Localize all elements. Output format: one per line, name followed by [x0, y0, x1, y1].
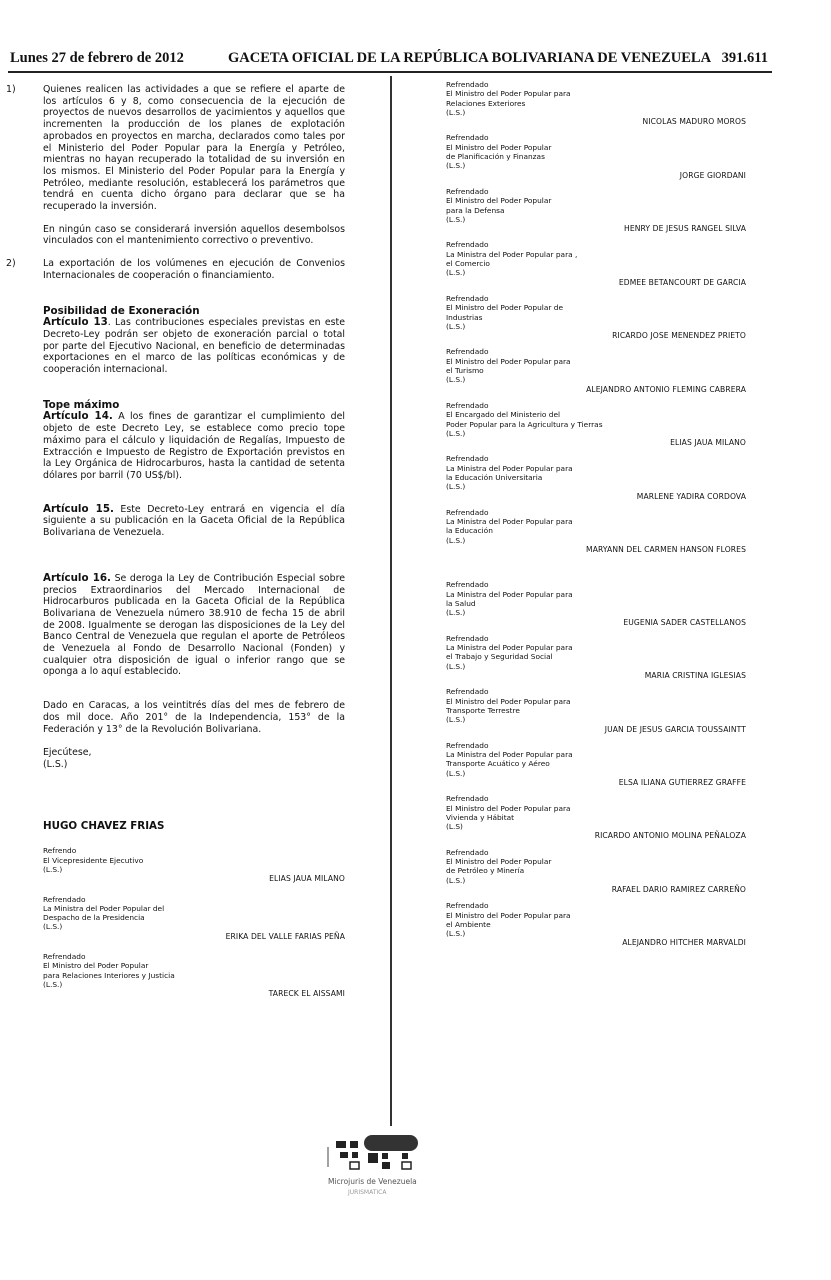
signature-line: el Comercio [446, 259, 490, 269]
signature-line: (L.S.) [446, 661, 466, 671]
signature-line: Refrendado [43, 952, 86, 962]
signatory-name: MARIA CRISTINA IGLESIAS [644, 671, 746, 681]
article-13 [43, 317, 345, 376]
header-rule [8, 71, 772, 73]
article-14-heading: Tope máximo [43, 398, 120, 411]
signature-line: La Ministra del Poder Popular para [446, 643, 573, 653]
signature-line: (L.S.) [446, 482, 466, 492]
signature-block [43, 895, 345, 941]
ejecutese: Ejecútese, [43, 747, 92, 759]
signature-line: La Ministra del Poder Popular para [446, 589, 573, 599]
signature-block [43, 952, 345, 998]
page-header [10, 50, 768, 72]
logo-caption: Microjuris de Venezuela [328, 1177, 417, 1186]
signature-line: (L.S.) [43, 979, 63, 989]
left-signature-list [43, 846, 345, 998]
signature-line: (L.S) [446, 822, 463, 832]
article-15 [43, 504, 345, 539]
article-label: Artículo 16. [43, 571, 111, 584]
logo-subcaption: JURISMATICA [348, 1189, 387, 1196]
signatory-name: ALEJANDRO HITCHER MARVALDI [622, 938, 746, 948]
signature-line: El Ministro del Poder Popular [446, 142, 552, 152]
signature-line: de Petróleo y Minería [446, 866, 525, 876]
signature-line: Vivienda y Hábitat [446, 812, 515, 822]
article-label: Artículo 13 [43, 316, 108, 329]
signature-line: la Educación [446, 526, 493, 536]
list-item-2 [6, 258, 345, 281]
logo-mark-icon [322, 1133, 422, 1179]
signatory-name: ELIAS JAUA MILANO [670, 438, 746, 448]
signature-line: Refrendado [446, 347, 489, 357]
article-label: Artículo 14. [43, 410, 113, 423]
signature-line: Refrendado [446, 740, 489, 750]
left-column [6, 84, 346, 999]
signature-line: Refrendado [43, 894, 86, 904]
signature-block [446, 687, 746, 733]
signature-line: Refrendado [446, 80, 489, 89]
signature-line: (L.S.) [43, 922, 63, 932]
list-item-note: En ningún caso se considerará inversión aquellos desembolsos vinculados con el mantenimiento correctivo o preventivo. [43, 223, 345, 247]
signature-line: El Ministro del Poder Popular [446, 196, 552, 206]
signature-line: Refrendado [446, 133, 489, 143]
signature-line: (L.S.) [43, 864, 63, 874]
signature-block [446, 508, 746, 554]
signatory-name: NICOLAS MADURO MOROS [642, 117, 746, 127]
signature-line: Refrendado [446, 794, 489, 804]
signature-line: El Ministro del Poder Popular para [446, 803, 571, 813]
right-signature-list [446, 80, 746, 948]
signature-line: (L.S.) [446, 929, 466, 939]
signature-line: Refrendado [446, 400, 489, 410]
signature-line: Relaciones Exteriores [446, 98, 526, 108]
signature-line: El Ministro del Poder Popular para [446, 910, 571, 920]
list-item-1 [6, 84, 345, 247]
signature-line: Refrendado [446, 580, 489, 590]
signature-line: Despacho de la Presidencia [43, 913, 145, 923]
signature-line: (L.S.) [446, 321, 466, 331]
signature-line: (L.S.) [446, 214, 466, 224]
article-label: Artículo 15. [43, 502, 114, 515]
signature-line: (L.S.) [446, 161, 466, 171]
signature-line: (L.S.) [446, 268, 466, 278]
signatory-name: MARYANN DEL CARMEN HANSON FLORES [586, 545, 746, 555]
signature-line: Refrendado [446, 901, 489, 911]
signature-line: (L.S.) [446, 375, 466, 385]
signature-line: para la Defensa [446, 205, 505, 215]
signature-block [446, 454, 746, 500]
signature-line: la Salud [446, 598, 476, 608]
article-text: . Las contribuciones especiales previstas en este Decreto-Ley podrán ser objeto de exoneración parcial o total por parte del Ejecutivo Nacional, en beneficio de determinadas exportaciones en el marco de las políticas económicas y de cooperación internacional. [43, 317, 346, 376]
signature-line: (L.S.) [446, 107, 466, 117]
signature-line: Transporte Acuático y Aéreo [446, 759, 550, 769]
signatory-name: JUAN DE JESUS GARCIA TOUSSAINTT [604, 724, 746, 734]
signature-line: Refrendado [446, 293, 489, 303]
signature-block [446, 901, 746, 947]
signature-line: para Relaciones Interiores y Justicia [43, 970, 175, 980]
signature-line: Refrendado [446, 186, 489, 196]
article-16 [43, 573, 345, 678]
signature-line: El Ministro del Poder Popular para [446, 356, 571, 366]
signatory-name: RICARDO JOSE MENENDEZ PRIETO [612, 331, 746, 341]
signatory-name: MARLENE YADIRA CORDOVA [636, 491, 746, 501]
signature-line: Refrendado [446, 507, 489, 517]
signature-line: Refrendado [446, 847, 489, 857]
signatory-name: ALEJANDRO ANTONIO FLEMING CABRERA [586, 384, 746, 394]
article-text: A los fines de garantizar el cumplimiento del objeto de este Decreto Ley, se establece como precio tope máximo para el cálculo y liquidación de Regalías, Impuesto de Extracción e Impuesto de Registro de Exportación previstos en la Ley Orgánica de Hidrocarburos, hasta la cantidad de setenta dólares por barril (70 US$/bl). [43, 411, 345, 481]
signatory-name: JORGE GIORDANI [679, 170, 746, 180]
signature-line: el Ambiente [446, 919, 491, 929]
signature-line: La Ministra del Poder Popular para , [446, 249, 578, 259]
signature-block [446, 187, 746, 233]
signature-line: El Ministro del Poder Popular para [446, 696, 571, 706]
signature-line: El Vicepresidente Ejecutivo [43, 855, 144, 865]
ls-seal-text: (L.S.) [43, 758, 68, 770]
signature-line: La Ministra del Poder Popular para [446, 463, 573, 473]
signature-line: La Ministra del Poder Popular para [446, 750, 573, 760]
signature-line: Refrendado [446, 687, 489, 697]
president-name: HUGO CHAVEZ FRIAS [43, 819, 165, 832]
microjuris-logo [322, 1133, 422, 1205]
signature-block [446, 741, 746, 787]
signatory-name: TARECK EL AISSAMI [268, 989, 345, 999]
signature-line: el Turismo [446, 366, 484, 376]
signatory-name: HENRY DE JESUS RANGEL SILVA [624, 224, 746, 234]
signature-line: El Encargado del Ministerio del [446, 410, 561, 420]
article-text: Se deroga la Ley de Contribución Especial sobre precios Extraordinarios del Mercado Internacional de Hidrocarburos publicada en la Gaceta Oficial de la República Bolivariana de Venezuela número 38.910 de fecha 15 de abril de 2008. Igualmente se derogan las disposiciones de la Ley del Banco Central de Venezuela que regulan el aporte de Petróleos de Venezuela al Fondo de Desarrollo Nacional (Fonden) y cualquier otra disposición de igual o inferior rango que se oponga a lo aquí establecido. [43, 572, 345, 678]
signature-block [446, 240, 746, 286]
dado-en-caracas: Dado en Caracas, a los veintitrés días del mes de febrero de dos mil doce. Año 201° de la Independencia, 153° de la Federación y 13° de la Revolución Bolivariana. [43, 700, 345, 735]
signature-line: La Ministra del Poder Popular del [43, 903, 165, 913]
list-item-text: La exportación de los volúmenes en ejecución de Convenios Internacionales de cooperación o financiamiento. [43, 258, 345, 281]
header-date: Lunes 27 de febrero de 2012 [10, 50, 184, 66]
signature-line: de Planificación y Finanzas [446, 152, 545, 162]
signatory-name: EUGENIA SADER CASTELLANOS [623, 617, 746, 627]
column-divider [390, 76, 392, 1126]
signature-block [446, 133, 746, 179]
signature-line: El Ministro del Poder Popular de [446, 303, 564, 313]
signatory-name: ELIAS JAUA MILANO [269, 874, 345, 884]
signature-block [446, 347, 746, 393]
signature-block [446, 794, 746, 840]
signature-line: Refrendado [446, 240, 489, 250]
signature-line: Industrias [446, 312, 483, 322]
signature-line: (L.S.) [446, 875, 466, 885]
signature-line: Poder Popular para la Agricultura y Tierras [446, 419, 603, 429]
signature-line: (L.S.) [446, 608, 466, 618]
signature-block [446, 294, 746, 340]
signature-block [446, 580, 746, 626]
header-title: GACETA OFICIAL DE LA REPÚBLICA BOLIVARIANA DE VENEZUELA [228, 50, 712, 66]
signature-line: La Ministra del Poder Popular para [446, 517, 573, 527]
signature-line: el Trabajo y Seguridad Social [446, 652, 553, 662]
article-text: Este Decreto-Ley entrará en vigencia el día siguiente a su publicación en la Gaceta Oficial de la República Bolivariana de Venezuela. [43, 503, 345, 539]
signature-line: El Ministro del Poder Popular [43, 961, 149, 971]
list-number: 2) [6, 258, 16, 270]
article-14 [43, 411, 345, 481]
signature-line: Transporte Terrestre [446, 705, 520, 715]
article-13-heading: Posibilidad de Exoneración [43, 304, 200, 317]
signature-block [446, 80, 746, 126]
signatory-name: RAFAEL DARIO RAMIREZ CARREÑO [611, 884, 746, 894]
signature-line: Refrendado [446, 633, 489, 643]
signatory-name: ELSA ILIANA GUTIERREZ GRAFFE [618, 778, 746, 787]
signature-line: (L.S.) [446, 715, 466, 725]
signature-line: Refrendo [43, 846, 77, 856]
signature-line: Refrendado [446, 454, 489, 464]
header-page-number: 391.611 [721, 50, 768, 66]
signature-block [446, 401, 746, 447]
signature-line: El Ministro del Poder Popular para [446, 89, 571, 99]
signature-line: (L.S.) [446, 535, 466, 545]
signatory-name: EDMEE BETANCOURT DE GARCIA [618, 277, 746, 287]
signature-line: (L.S.) [446, 768, 466, 778]
signature-block [43, 846, 345, 883]
signature-line: la Educación Universitaria [446, 472, 543, 482]
signatory-name: ERIKA DEL VALLE FARIAS PEÑA [225, 931, 345, 941]
signature-line: (L.S.) [446, 428, 466, 438]
signature-line: El Ministro del Poder Popular [446, 857, 552, 867]
signature-block [446, 634, 746, 680]
list-item-text: Quienes realicen las actividades a que se refiere el aparte de los artículos 6 y 8, como consecuencia de la ejecución de proyectos de nuevos desarrollos de yacimientos y aquellos que incrementen la producción de los planes de explotación aprobados en proyectos en marcha, declarados como tales por el Ministerio del Poder Popular para la Energía y Petróleo, mientras no hayan recuperado la totalidad de su inversión en los mismos. El Ministerio del Poder Popular para la Energía y Petróleo, mediante resolución, establecerá los parámetros que tendrá en cuenta dicho órgano para declarar que se ha recuperado la inversión. [43, 84, 345, 213]
signature-block [446, 848, 746, 894]
list-number: 1) [6, 84, 16, 95]
signatory-name: RICARDO ANTONIO MOLINA PEÑALOZA [594, 831, 746, 841]
